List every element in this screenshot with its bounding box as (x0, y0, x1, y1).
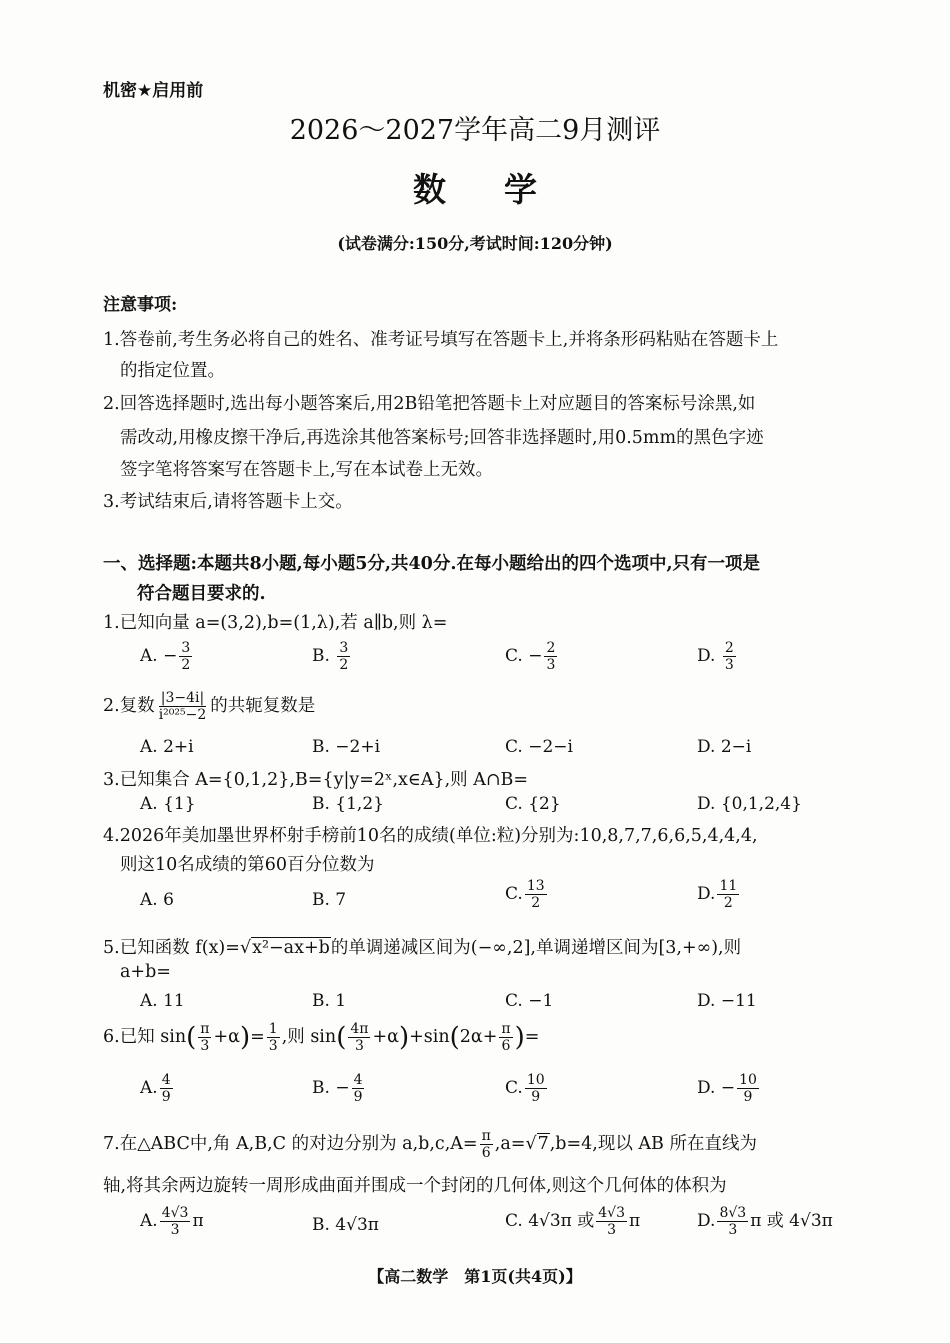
q2-option-d: D. 2−i (697, 737, 752, 757)
q6-option-d: D. − $\frac{10}{9}$ (697, 1072, 757, 1106)
q3-option-d: D. {0,1,2,4} (697, 794, 802, 814)
q5-option-b: B. 1 (312, 991, 347, 1011)
note-line: 的指定位置。 (120, 361, 225, 381)
q3-option-c: C. {2} (505, 794, 561, 814)
q4-option-d: D. $\frac{11}{2}$ (697, 878, 738, 912)
q7-option-c: C. 4√3π 或 $\frac{4√3}{3}$ π (505, 1205, 641, 1239)
q6-option-a: A. $\frac{4}{9}$ (140, 1072, 171, 1106)
note-line: 2.回答选择题时,选出每小题答案后,用2B铅笔把答题卡上对应题目的答案标号涂黑,如 (103, 394, 756, 414)
exam-title: 2026～2027学年高二9月测评 (289, 115, 661, 146)
question-4-stem-cont: 则这10名成绩的第60百分位数为 (120, 855, 375, 875)
confidential-label: 机密★启用前 (103, 81, 204, 101)
section-heading: 一、选择题:本题共8小题,每小题5分,共40分.在每小题给出的四个选项中,只有一项是 (103, 554, 761, 574)
section-heading-cont: 符合题目要求的. (137, 584, 266, 604)
q4-option-c: C. $\frac{13}{2}$ (505, 878, 545, 912)
question-6-stem: 6.已知 sin( $\frac{\pi}{3}$ +α)= $\frac{1}{3}$ ,则 sin( $\frac{4\pi}{3}$ +α)+sin(2α+ $\frac{\pi}{6}$ )= (103, 1021, 540, 1055)
q2-option-b: B. −2+i (312, 737, 381, 757)
note-line: 1.答卷前,考生务必将自己的姓名、准考证号填写在答题卡上,并将条形码粘贴在答题卡上 (103, 330, 779, 350)
question-5-stem: 5.已知函数 f(x)=√x²−ax+b的单调递减区间为(−∞,2],单调递增区间为[3,+∞),则 (103, 938, 742, 958)
q7-option-b: B. 4√3π (312, 1215, 379, 1235)
question-3-stem: 3.已知集合 A={0,1,2},B={y|y=2ˣ,x∈A},则 A∩B= (103, 770, 529, 790)
notes-heading: 注意事项: (103, 295, 178, 315)
q2-option-a: A. 2+i (140, 737, 194, 757)
q7-option-a: A. $\frac{4√3}{3}$ π (140, 1205, 204, 1239)
exam-meta: (试卷满分:150分,考试时间:120分钟) (337, 234, 613, 253)
question-7-stem: 7.在△ABC中,角 A,B,C 的对边分别为 a,b,c,A= $\frac{\pi}{6}$ ,a=√7,b=4,现以 AB 所在直线为 (103, 1128, 757, 1162)
note-line: 签字笔将答案写在答题卡上,写在本试卷上无效。 (120, 460, 494, 480)
q1-option-d: D. $\frac{2}{3}$ (697, 640, 734, 674)
q3-option-b: B. {1,2} (312, 794, 384, 814)
q1-option-a: A. − $\frac{3}{2}$ (140, 640, 191, 674)
question-5-stem-cont: a+b= (120, 962, 171, 982)
q7-option-d: D. $\frac{8√3}{3}$ π 或 4√3π (697, 1205, 833, 1239)
note-line: 需改动,用橡皮擦干净后,再选涂其他答案标号;回答非选择题时,用0.5mm的黑色字迹 (120, 428, 764, 448)
q4-option-a: A. 6 (140, 890, 174, 910)
q5-option-c: C. −1 (505, 991, 554, 1011)
page-footer: 【高二数学 第1页(共4页)】 (368, 1267, 582, 1286)
q5-option-a: A. 11 (140, 991, 185, 1011)
q6-option-b: B. − $\frac{4}{9}$ (312, 1072, 363, 1106)
question-4-stem: 4.2026年美加墨世界杯射手榜前10名的成绩(单位:粒)分别为:10,8,7,7,6,6,5,4,4,4, (103, 826, 758, 846)
note-line: 3.考试结束后,请将答题卡上交。 (103, 492, 353, 512)
subject-title: 数学 (413, 170, 595, 209)
question-2-stem: 2.复数 $\frac{|3-4i|}{\text{i²⁰²⁵−2}}$ 的共轭复数是 (103, 690, 316, 724)
q1-option-c: C. − $\frac{2}{3}$ (505, 640, 556, 674)
q4-option-b: B. 7 (312, 890, 347, 910)
q2-option-c: C. −2−i (505, 737, 573, 757)
q1-option-b: B. $\frac{3}{2}$ (312, 640, 349, 674)
question-7-stem-cont: 轴,将其余两边旋转一周形成曲面并围成一个封闭的几何体,则这个几何体的体积为 (103, 1176, 727, 1196)
question-1-stem: 1.已知向量 a=(3,2),b=(1,λ),若 a∥b,则 λ= (103, 613, 448, 633)
q3-option-a: A. {1} (140, 794, 196, 814)
q6-option-c: C. $\frac{10}{9}$ (505, 1072, 545, 1106)
q5-option-d: D. −11 (697, 991, 757, 1011)
